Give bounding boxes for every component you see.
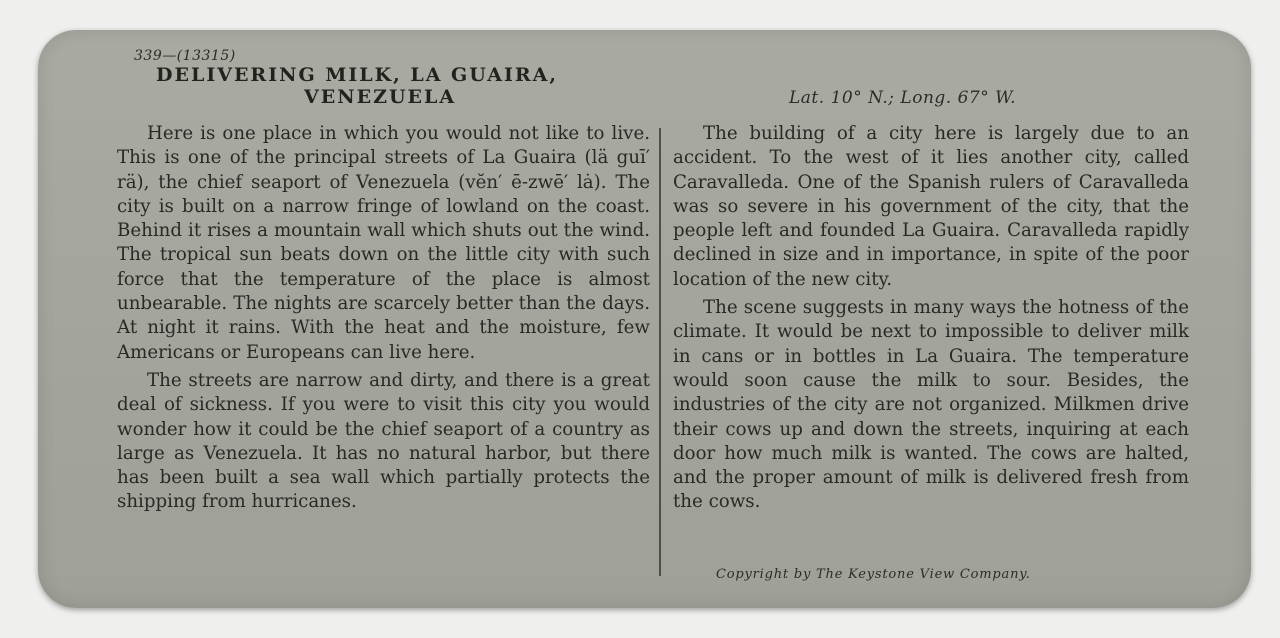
coordinates: Lat. 10° N.; Long. 67° W. — [789, 88, 1017, 108]
column-divider — [659, 128, 661, 576]
left-paragraph-2: The streets are narrow and dirty, and there is a great deal of sickness. If you were to visit this city you would wonder how it could be the chief seaport of a country as large as Venezuela. It has no natural harbor, but there has been built a sea wall which partially protects the shipping from hurricanes. — [117, 369, 650, 513]
right-paragraph-1: The building of a city here is largely due to an accident. To the west of it lies another city, called Caravalleda. One of the Spanish rulers of Caravalleda was so severe in his government of the city, that the people left and founded La Guaira. Caravalleda rapidly declined in size and in importance, in spite of the poor location of the new city. — [673, 123, 1189, 290]
card-title-line-1: DELIVERING MILK, LA GUAIRA, — [156, 64, 559, 86]
right-column — [673, 122, 1189, 560]
right-paragraph-2: The scene suggests in many ways the hotness of the climate. It would be next to impossible to deliver milk in cans or in bottles in La Guaira. The temperature would soon cause the milk to sour. Besides, the industries of the city are not organized. Milkmen drive their cows up and down the streets, inquiring at each door how much milk is wanted. The cows are halted, and the proper amount of milk is delivered fresh from the cows. — [673, 297, 1189, 513]
copyright-line: Copyright by The Keystone View Company. — [716, 567, 1031, 582]
left-paragraph-1: Here is one place in which you would not like to live. This is one of the principal streets of La Guaira (lä guī′ rä), the chief seaport of Venezuela (vĕn′ ē-zwē′ lȧ). The city is built on a narrow fringe of lowland on the coast. Behind it rises a mountain wall which shuts out the wind. The tropical sun beats down on the little city with such force that the temperature of the place is almost unbearable. The nights are scarcely better than the days. At night it rains. With the heat and the moisture, few Americans or Europeans can live here. — [117, 123, 650, 363]
left-column — [117, 122, 650, 519]
card-number: 339—(13315) — [134, 48, 236, 64]
card-title-line-2: VENEZUELA — [304, 86, 457, 108]
card-title — [156, 64, 626, 108]
